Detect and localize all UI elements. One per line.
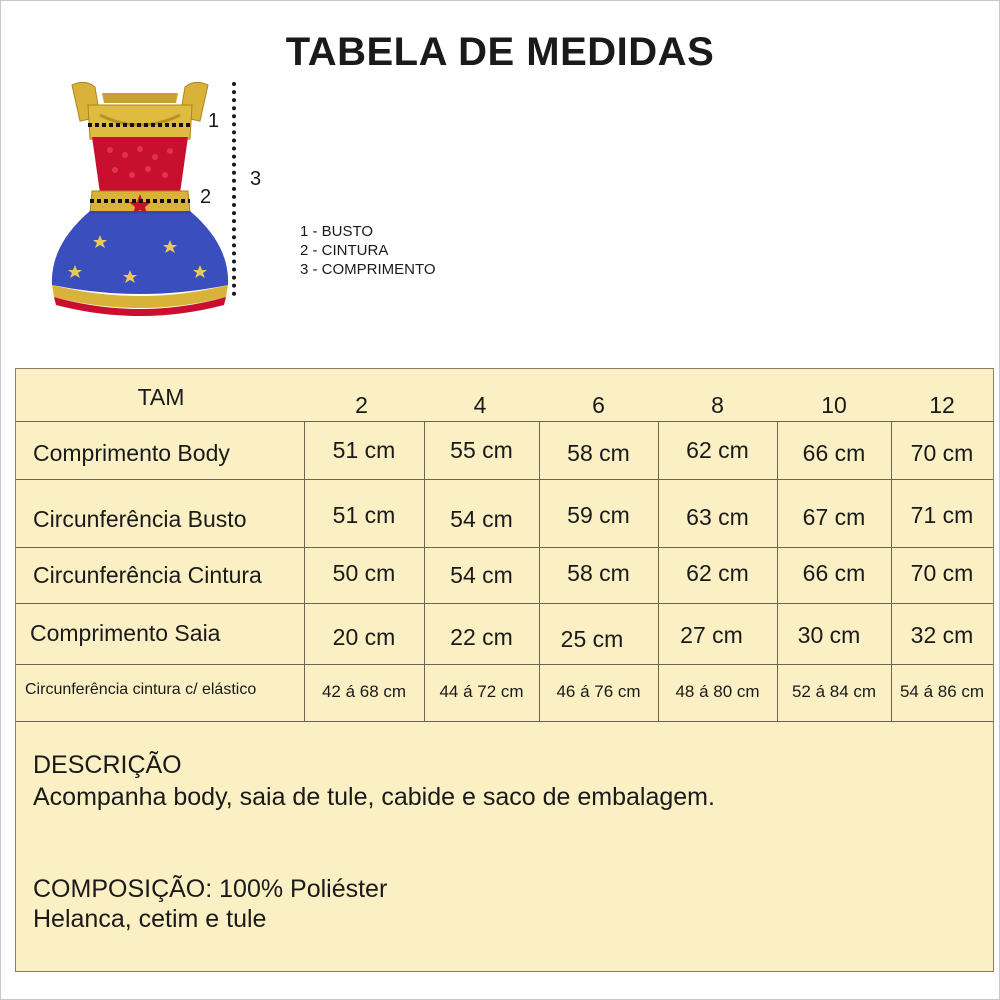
size-header: 6 [592,391,605,418]
size-header: 8 [711,391,724,418]
table-cell: 50 cm [332,559,396,586]
table-cell: 20 cm [332,623,396,650]
table-cell: 58 cm [567,439,630,466]
marker-length: 3 [250,168,262,190]
size-header: 10 [821,391,847,418]
table-cell: 22 cm [450,623,513,650]
table-cell: 44 á 72 cm [439,682,524,701]
table-cell: 30 cm [797,621,861,648]
size-table [15,368,994,972]
table-cell: 66 cm [802,559,866,586]
table-cell: 32 cm [910,621,974,648]
table-cell: 66 cm [802,439,866,466]
table-cell: 54 á 86 cm [899,682,985,701]
legend-item: 1 - BUSTO [300,223,374,240]
legend-item: 2 - CINTURA [300,242,389,259]
row-label: Circunferência Busto [33,505,247,532]
table-cell: 70 cm [910,559,974,586]
row-label: Comprimento Body [33,439,230,466]
composition-title: COMPOSIÇÃO: 100% Poliéster [33,875,388,903]
legend-item: 3 - COMPRIMENTO [300,261,436,278]
row-label: Circunferência cintura c/ elástico [25,681,257,698]
table-cell: 55 cm [450,436,513,463]
table-cell: 52 á 84 cm [791,682,877,701]
size-header: 2 [355,391,368,418]
table-cell: 62 cm [686,436,749,463]
table-cell: 25 cm [560,625,624,652]
table-cell: 42 á 68 cm [321,682,407,701]
description-title: DESCRIÇÃO [33,751,182,779]
table-cell: 63 cm [686,503,749,530]
row-label: Circunferência Cintura [33,561,262,588]
table-cell: 54 cm [450,561,513,588]
page-title: TABELA DE MEDIDAS [285,30,715,74]
table-cell: 27 cm [680,621,743,648]
marker-waist: 2 [200,186,212,208]
table-cell: 59 cm [567,501,630,528]
table-cell: 48 á 80 cm [675,682,760,701]
marker-bust: 1 [208,110,220,132]
table-cell: 46 á 76 cm [556,682,641,701]
table-rule [16,721,993,722]
header-tam: TAM [137,383,185,410]
table-cell: 54 cm [450,505,513,532]
composition-text: Helanca, cetim e tule [33,905,267,933]
row-label: Comprimento Saia [30,619,221,646]
table-cell: 62 cm [686,559,749,586]
size-header: 4 [473,391,487,418]
table-cell: 67 cm [802,503,866,530]
table-cell: 51 cm [332,436,396,463]
table-cell: 71 cm [910,501,974,528]
size-header: 12 [929,391,955,418]
table-cell: 51 cm [332,501,396,528]
measure-legend [300,222,436,279]
length-measure-line [232,82,236,296]
table-cell: 58 cm [567,559,630,586]
table-cell: 70 cm [910,439,974,466]
description-text: Acompanha body, saia de tule, cabide e saco de embalagem. [33,783,715,811]
